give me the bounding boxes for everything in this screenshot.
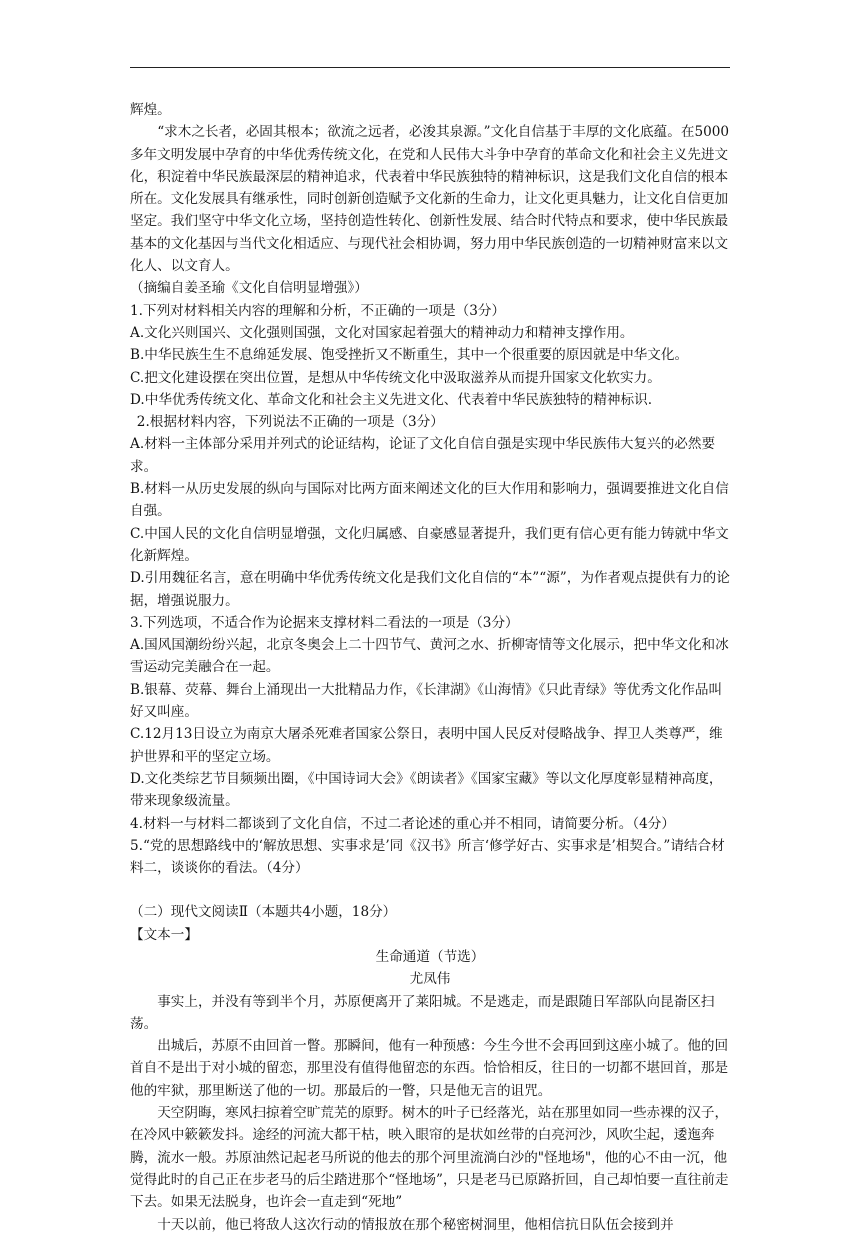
q1-option-c: C.把文化建设摆在突出位置，是想从中华传统文化中汲取滋养从而提升国家文化软实力。 [130,369,661,386]
q1-option-b: B.中华民族生生不息绵延发展、饱受挫折又不断重生，其中一个很重要的原因就是中华文化。 [130,347,689,364]
story-author: 尤凤伟 [409,971,451,988]
document-body [130,99,730,1236]
q3-option-a: A.国风国潮纷纷兴起，北京冬奥会上二十四节气、黄河之水、折柳寄情等文化展示，把中华文化和冰雪运动完美融合在一起。 [130,637,729,676]
source-note: （摘编自姜圣瑜《文化自信明显增强》） [130,280,368,297]
q2-stem: 2.根据材料内容，下列说法不正确的一项是（3分） [136,414,444,431]
q3-stem: 3.下列选项，不适合作为论据来支撑材料二看法的一项是（3分） [130,614,519,631]
q3-option-c: C.12月13日设立为南京大屠杀死难者国家公祭日，表明中国人民反对侵略战争、捍卫人类尊严，维护世界和平的坚定立场。 [130,726,723,765]
q1-stem: 1.下列对材料相关内容的理解和分析，不正确的一项是（3分） [130,302,506,319]
q3-option-d: D.文化类综艺节目频频出圈，《中国诗词大会》《朗读者》《国家宝藏》等以文化厚度彰显精神高度，带来现象级流量。 [130,770,723,810]
header-rule [130,67,730,68]
material-paragraph: “求木之长者，必固其根本；欲流之远者，必浚其泉源。”文化自信基于丰厚的文化底蕴。在5000多年文明发展中孕育的中华优秀传统文化，在党和人民伟大斗争中孕育的革命文化和社会主义先进文化，积淀着中华民族最深层的精神追求，代表着中华民族独特的精神标识，这是我们文化自信的根本所在。文化发展具有继承性，同时创新创造赋予文化新的生命力，让文化更具魅力，让文化自信更加坚定。我们坚守中华文化立场，坚持创造性转化、创新性发展、结合时代特点和要求，使中华民族最基本的文化基因与当代文化相适应、与现代社会相协调，努力用中华民族创造的一切精神财富来以文化人、以文育人。 [130,124,730,275]
top-fragment: 辉煌。 [130,102,171,118]
section-heading: （二）现代文阅读Ⅱ（本题共4小题，18分） [130,904,397,921]
q2-option-c: C.中国人民的文化自信明显增强，文化归属感、自豪感显著提升，我们更有信心更有能力铸就中华文化新辉煌。 [130,525,729,564]
text-label: 【文本一】 [130,926,198,943]
story-paragraph: 天空阴晦，寒风扫掠着空旷荒芜的原野。树木的叶子已经落光，站在那里如同一些赤裸的汉子，在冷风中簌簌发抖。途经的河流大都干枯，映入眼帘的是状如丝带的白亮河沙，风吹尘起，逶迤奔腾，流水一般。苏原油然记起老马所说的他去的那个河里流淌白沙的"怪地场"，他的心不由一沉，他觉得此时的自己正在步老马的后尘踏进那个“怪地场”，只是老马已原路折回，自己却怕要一直往前走下去。如果无法脱身，也许会一直走到“死地” [130,1105,729,1211]
section-gap [130,879,730,901]
story-title: 生命通道（节选） [375,948,485,965]
q2-option-a: A.材料一主体部分采用并列式的论证结构，论证了文化自信自强是实现中华民族伟大复兴的必然要求。 [130,436,716,475]
story-paragraph: 出城后，苏原不由回首一瞥。那瞬间，他有一种预感：今生今世不会再回到这座小城了。他的回首自不是出于对小城的留恋，那里没有值得他留恋的东西。恰恰相反，往日的一切都不堪回首，那是他的牢狱，那里断送了他的一切。那最后的一瞥，只是他无言的诅咒。 [130,1038,729,1099]
q5-stem: 5.“党的思想路线中的‘解放思想、实事求是’同《汉书》所言‘修学好古、实事求是’相契合。”请结合材料二，谈谈你的看法。（4分） [130,837,725,877]
q3-option-b: B.银幕、荧幕、舞台上涌现出一大批精品力作，《长津湖》《山海情》《只此青绿》等优秀文化作品叫好又叫座。 [130,681,723,721]
q1-option-d: D.中华优秀传统文化、革命文化和社会主义先进文化、代表着中华民族独特的精神标识. [130,391,653,408]
story-paragraph: 事实上，并没有等到半个月，苏原便离开了莱阳城。不是逃走，而是跟随日军部队向昆嵛区扫荡。 [130,993,715,1032]
q2-option-b: B.材料一从历史发展的纵向与国际对比两方面来阐述文化的巨大作用和影响力，强调要推进文化自信自强。 [130,481,729,520]
q4-stem: 4.材料一与材料二都谈到了文化自信，不过二者论述的重心并不相同，请简要分析。（4分） [130,815,675,832]
story-paragraph: 十天以前，他已将敌人这次行动的情报放在那个秘密树洞里，他相信抗日队伍会接到并 [157,1216,674,1233]
q1-option-a: A.文化兴则国兴、文化强则国强，文化对国家起着强大的精神动力和精神支撑作用。 [130,324,634,341]
q2-option-d: D.引用魏征名言，意在明确中华优秀传统文化是我们文化自信的“本”“源”，为作者观点提供有力的论据，增强说服力。 [130,570,730,609]
